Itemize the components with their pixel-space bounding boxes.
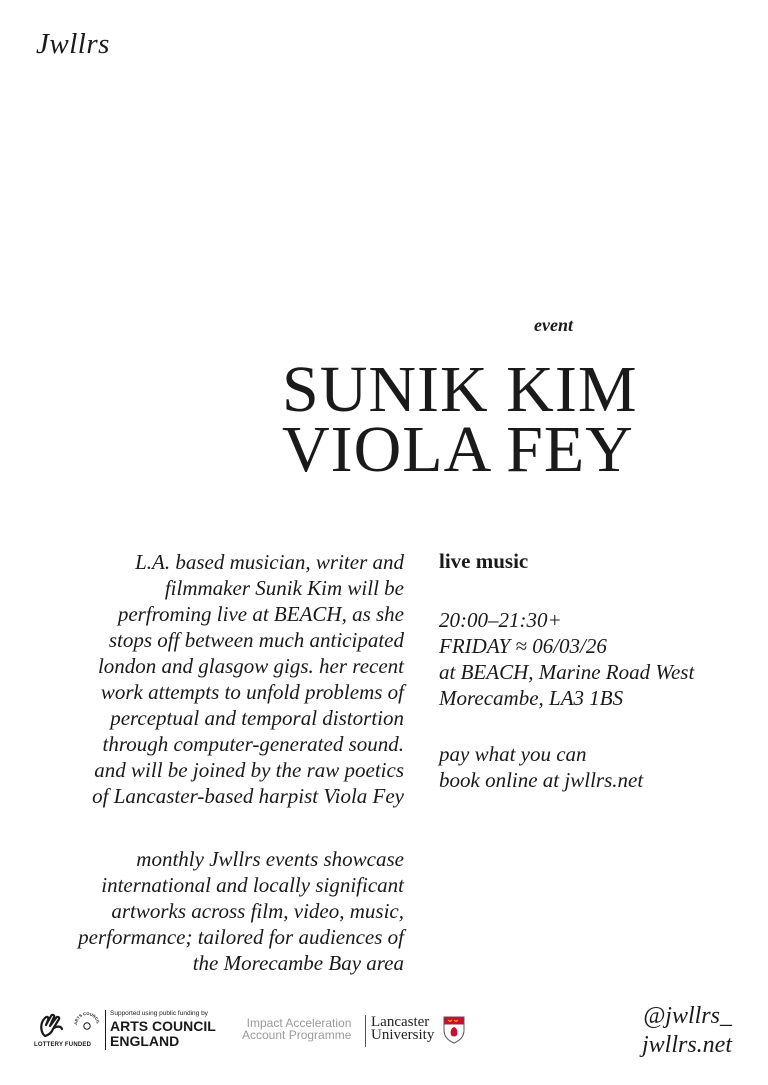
arts-council-name-line: ENGLAND [110, 1033, 180, 1049]
arts-council-logo [34, 1008, 234, 1054]
description-line: L.A. based musician, writer and [135, 550, 404, 574]
description-line: through computer-generated sound. [102, 732, 404, 756]
description-line: perceptual and temporal distortion [110, 706, 404, 730]
event-details [439, 607, 759, 711]
social-handle[interactable]: @jwllrs_ [643, 1003, 732, 1029]
about-series [4, 846, 404, 976]
booking-note: book online at jwllrs.net [439, 768, 644, 792]
logo-divider [365, 1015, 366, 1047]
description-line: work attempts to unfold problems of [100, 680, 404, 704]
arts-council-name-line: ARTS COUNCIL [110, 1018, 216, 1034]
university-crest-icon [443, 1016, 465, 1044]
arts-council-seal-icon [72, 1010, 102, 1040]
logo-divider [105, 1010, 106, 1050]
headline-line: VIOLA FEY [282, 413, 634, 486]
headline-line: SUNIK KIM [282, 353, 638, 426]
supported-by-label: Supported using public funding by [110, 1010, 208, 1017]
crossed-fingers-icon [34, 1008, 68, 1040]
lancaster-line: University [371, 1027, 435, 1043]
description-line: and will be joined by the raw poetics [94, 758, 404, 782]
about-line: performance; tailored for audiences of [78, 925, 404, 949]
event-date: FRIDAY ≈ 06/03/26 [439, 634, 607, 658]
lottery-funded-label: LOTTERY FUNDED [34, 1042, 92, 1048]
description-line: london and glasgow gigs. her recent [97, 654, 404, 678]
description-line: filmmaker Sunik Kim will be [164, 576, 404, 600]
iaa-line: Account Programme [242, 1028, 352, 1042]
event-pricing [439, 741, 759, 793]
event-category: live music [439, 549, 529, 573]
event-time: 20:00–21:30+ [439, 608, 562, 632]
iaa-line: Impact Acceleration [246, 1016, 352, 1030]
iaa-logo [242, 1017, 351, 1041]
social-links [642, 1002, 732, 1060]
event-description [4, 549, 404, 809]
lancaster-line: Lancaster [371, 1014, 430, 1030]
brand-wordmark: Jwllrs [36, 28, 110, 60]
description-line: perfroming live at BEACH, as she [117, 602, 404, 626]
event-venue: at BEACH, Marine Road West [439, 660, 695, 684]
description-line: of Lancaster-based harpist Viola Fey [92, 784, 404, 808]
event-town: Morecambe, LA3 1BS [439, 686, 624, 710]
about-line: the Morecambe Bay area [192, 951, 404, 975]
about-line: artworks across film, video, music, [111, 899, 404, 923]
arts-council-name [110, 1019, 216, 1049]
description-line: stops off between much anticipated [108, 628, 404, 652]
event-headline [282, 353, 762, 486]
about-line: monthly Jwllrs events showcase [136, 847, 404, 871]
seal-text: ARTS COUNCIL [72, 1010, 101, 1026]
lancaster-university-logo [371, 1016, 434, 1042]
website-link[interactable]: jwllrs.net [641, 1032, 732, 1058]
about-line: international and locally significant [101, 873, 404, 897]
event-eyebrow: event [534, 315, 573, 335]
price-note: pay what you can [439, 742, 587, 766]
